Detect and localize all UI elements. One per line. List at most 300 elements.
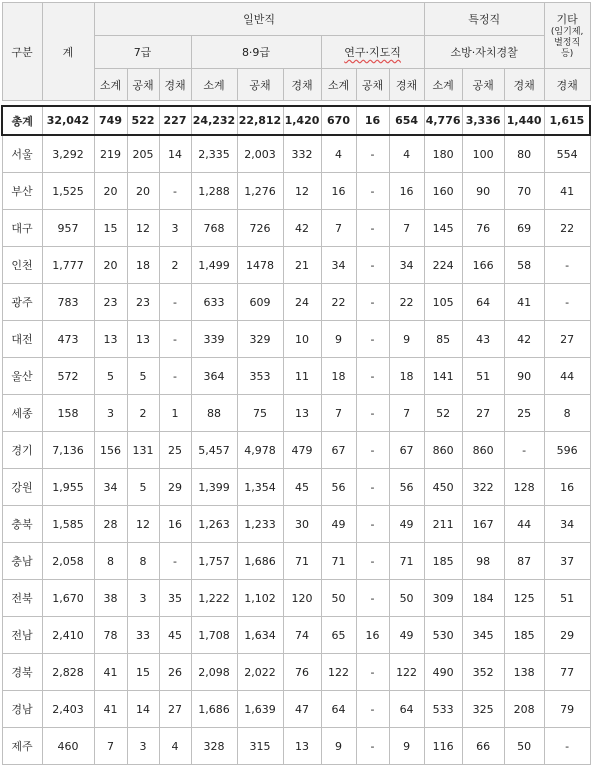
table-cell: 522 (127, 106, 159, 135)
table-cell: 957 (42, 210, 94, 247)
table-cell: 78 (94, 617, 127, 654)
table-cell: 16 (321, 173, 356, 210)
table-cell: 98 (462, 543, 504, 580)
table-cell: - (544, 728, 590, 765)
header-other-career: 경채 (544, 69, 590, 101)
total-row-group (2, 106, 590, 135)
table-cell: 533 (424, 691, 462, 728)
table-cell: 27 (544, 321, 590, 358)
table-cell: 596 (544, 432, 590, 469)
table-cell: 22 (544, 210, 590, 247)
table-cell: 22 (389, 284, 424, 321)
table-cell: 20 (94, 247, 127, 284)
table-row (2, 654, 590, 691)
table-cell: 1,955 (42, 469, 94, 506)
header-g89-open: 공채 (237, 69, 283, 101)
table-cell: 479 (283, 432, 321, 469)
table-cell: 345 (462, 617, 504, 654)
table-header (2, 3, 590, 101)
table-cell: 4 (159, 728, 191, 765)
table-cell: 7 (389, 210, 424, 247)
table-cell: 364 (191, 358, 237, 395)
table-cell: 13 (94, 321, 127, 358)
table-cell: 450 (424, 469, 462, 506)
table-cell: 572 (42, 358, 94, 395)
table-cell: 34 (94, 469, 127, 506)
row-label: 광주 (2, 284, 42, 321)
table-cell: 7,136 (42, 432, 94, 469)
table-cell: 1,686 (237, 543, 283, 580)
table-cell: 2 (127, 395, 159, 432)
table-cell: 1,708 (191, 617, 237, 654)
table-row (2, 543, 590, 580)
table-cell: 9 (321, 321, 356, 358)
table-cell: 71 (321, 543, 356, 580)
table-cell: 768 (191, 210, 237, 247)
table-cell: 860 (424, 432, 462, 469)
table-cell: 184 (462, 580, 504, 617)
table-cell: 71 (283, 543, 321, 580)
table-cell: 58 (504, 247, 544, 284)
table-cell: 1,777 (42, 247, 94, 284)
table-cell: 166 (462, 247, 504, 284)
table-cell: 23 (127, 284, 159, 321)
table-cell: 325 (462, 691, 504, 728)
table-cell: 5,457 (191, 432, 237, 469)
table-cell: 24 (283, 284, 321, 321)
table-cell: 160 (424, 173, 462, 210)
table-cell: - (159, 321, 191, 358)
table-cell: 329 (237, 321, 283, 358)
table-cell: 1,585 (42, 506, 94, 543)
table-cell: 5 (127, 358, 159, 395)
table-cell: 138 (504, 654, 544, 691)
table-cell: - (356, 728, 389, 765)
table-cell: 609 (237, 284, 283, 321)
table-cell: 9 (321, 728, 356, 765)
table-cell: 5 (127, 469, 159, 506)
table-cell: 158 (42, 395, 94, 432)
table-cell: 3 (159, 210, 191, 247)
table-cell: 21 (283, 247, 321, 284)
row-label: 총계 (2, 106, 42, 135)
table-cell: 35 (159, 580, 191, 617)
table-row (2, 469, 590, 506)
table-cell: 32,042 (42, 106, 94, 135)
table-cell: 352 (462, 654, 504, 691)
table-cell: 24,232 (191, 106, 237, 135)
table-cell: - (544, 247, 590, 284)
table-cell: 2,403 (42, 691, 94, 728)
table-cell: 79 (544, 691, 590, 728)
table-cell: 5 (94, 358, 127, 395)
table-cell: 1,102 (237, 580, 283, 617)
table-cell: 25 (159, 432, 191, 469)
table-cell: 490 (424, 654, 462, 691)
table-cell: 25 (504, 395, 544, 432)
row-label: 경기 (2, 432, 42, 469)
table-cell: 8 (127, 543, 159, 580)
table-cell: 33 (127, 617, 159, 654)
table-cell: 29 (544, 617, 590, 654)
table-cell: 9 (389, 321, 424, 358)
table-cell: 860 (462, 432, 504, 469)
table-cell: 64 (321, 691, 356, 728)
row-label: 전남 (2, 617, 42, 654)
table-cell: 52 (424, 395, 462, 432)
table-cell: 13 (283, 728, 321, 765)
table-cell: 88 (191, 395, 237, 432)
table-cell: 1,354 (237, 469, 283, 506)
table-row (2, 395, 590, 432)
table-cell: 44 (504, 506, 544, 543)
table-cell: 3 (127, 728, 159, 765)
table-cell: 167 (462, 506, 504, 543)
table-row (2, 284, 590, 321)
table-cell: 2,022 (237, 654, 283, 691)
table-cell: 16 (159, 506, 191, 543)
header-other-note: (임기제, 별정직 등) (550, 27, 584, 59)
table-cell: 76 (283, 654, 321, 691)
table-cell: - (356, 506, 389, 543)
recruitment-table-container (1, 2, 591, 765)
table-cell: 10 (283, 321, 321, 358)
table-cell: 125 (504, 580, 544, 617)
table-cell: 633 (191, 284, 237, 321)
table-cell: 45 (283, 469, 321, 506)
table-cell: - (159, 358, 191, 395)
table-cell: 3 (94, 395, 127, 432)
table-cell: - (356, 432, 389, 469)
table-cell: - (356, 654, 389, 691)
table-cell: 116 (424, 728, 462, 765)
table-cell: 90 (504, 358, 544, 395)
table-row (2, 321, 590, 358)
table-cell: 20 (127, 173, 159, 210)
table-cell: 74 (283, 617, 321, 654)
table-cell: 530 (424, 617, 462, 654)
table-cell: - (504, 432, 544, 469)
table-cell: 2,098 (191, 654, 237, 691)
table-cell: 100 (462, 135, 504, 173)
table-cell: - (159, 284, 191, 321)
table-cell: 87 (504, 543, 544, 580)
table-cell: 42 (283, 210, 321, 247)
table-cell: 42 (504, 321, 544, 358)
table-cell: 12 (127, 210, 159, 247)
table-cell: 309 (424, 580, 462, 617)
table-cell: 49 (389, 506, 424, 543)
table-cell: 16 (356, 617, 389, 654)
table-cell: 2 (159, 247, 191, 284)
table-cell: 3,336 (462, 106, 504, 135)
table-cell: 1,634 (237, 617, 283, 654)
table-cell: 50 (389, 580, 424, 617)
table-cell: 1,233 (237, 506, 283, 543)
table-cell: 20 (94, 173, 127, 210)
row-label: 대전 (2, 321, 42, 358)
table-cell: 14 (159, 135, 191, 173)
table-row (2, 210, 590, 247)
table-cell: 2,058 (42, 543, 94, 580)
table-cell: 44 (544, 358, 590, 395)
table-row (2, 173, 590, 210)
table-row (2, 106, 590, 135)
header-research-career: 경채 (389, 69, 424, 101)
table-cell: 120 (283, 580, 321, 617)
table-cell: 2,828 (42, 654, 94, 691)
table-cell: 224 (424, 247, 462, 284)
table-cell: 1,440 (504, 106, 544, 135)
table-cell: 2,410 (42, 617, 94, 654)
table-cell: - (356, 580, 389, 617)
table-cell: 7 (94, 728, 127, 765)
table-cell: 22,812 (237, 106, 283, 135)
table-cell: 75 (237, 395, 283, 432)
table-cell: 4 (389, 135, 424, 173)
table-cell: 460 (42, 728, 94, 765)
table-cell: - (356, 321, 389, 358)
table-cell: 38 (94, 580, 127, 617)
table-cell: 322 (462, 469, 504, 506)
table-cell: - (356, 691, 389, 728)
table-cell: 1 (159, 395, 191, 432)
table-cell: 105 (424, 284, 462, 321)
table-cell: 41 (94, 691, 127, 728)
table-cell: 1,288 (191, 173, 237, 210)
header-research-label: 연구·지도직 (344, 46, 401, 59)
table-cell: 141 (424, 358, 462, 395)
table-cell: 1,670 (42, 580, 94, 617)
table-cell: 2,335 (191, 135, 237, 173)
header-grade7: 7급 (94, 36, 191, 69)
header-g7-subtotal: 소계 (94, 69, 127, 101)
table-cell: 122 (321, 654, 356, 691)
table-cell: 13 (283, 395, 321, 432)
table-cell: 90 (462, 173, 504, 210)
header-g7-open: 공채 (127, 69, 159, 101)
table-cell: 30 (283, 506, 321, 543)
table-cell: 43 (462, 321, 504, 358)
table-cell: 27 (159, 691, 191, 728)
table-cell: 18 (321, 358, 356, 395)
table-cell: 4 (321, 135, 356, 173)
table-cell: 1,615 (544, 106, 590, 135)
table-cell: 12 (283, 173, 321, 210)
table-cell: - (356, 247, 389, 284)
row-label: 경남 (2, 691, 42, 728)
table-cell: 185 (424, 543, 462, 580)
table-cell: 670 (321, 106, 356, 135)
table-cell: 71 (389, 543, 424, 580)
table-cell: 1,222 (191, 580, 237, 617)
table-cell: 70 (504, 173, 544, 210)
table-cell: - (159, 173, 191, 210)
table-cell: 12 (127, 506, 159, 543)
table-cell: 50 (504, 728, 544, 765)
table-cell: - (356, 135, 389, 173)
row-label: 울산 (2, 358, 42, 395)
header-research-open: 공채 (356, 69, 389, 101)
table-cell: 180 (424, 135, 462, 173)
row-label: 인천 (2, 247, 42, 284)
table-cell: 1,499 (191, 247, 237, 284)
table-cell: 51 (544, 580, 590, 617)
table-cell: 41 (94, 654, 127, 691)
table-cell: 4,978 (237, 432, 283, 469)
table-cell: 49 (321, 506, 356, 543)
header-research (321, 36, 424, 69)
header-fire-subtotal: 소계 (424, 69, 462, 101)
row-label: 충북 (2, 506, 42, 543)
table-cell: - (544, 284, 590, 321)
header-g7-career: 경채 (159, 69, 191, 101)
table-cell: 18 (389, 358, 424, 395)
table-cell: 473 (42, 321, 94, 358)
row-label: 서울 (2, 135, 42, 173)
row-label: 부산 (2, 173, 42, 210)
header-fire: 소방·자치경찰 (424, 36, 544, 69)
table-cell: 4,776 (424, 106, 462, 135)
table-cell: 185 (504, 617, 544, 654)
row-label: 제주 (2, 728, 42, 765)
table-cell: 16 (544, 469, 590, 506)
table-cell: - (356, 395, 389, 432)
table-cell: 15 (94, 210, 127, 247)
table-cell: 22 (321, 284, 356, 321)
table-cell: 16 (356, 106, 389, 135)
table-cell: 41 (544, 173, 590, 210)
table-row (2, 728, 590, 765)
table-cell: 13 (127, 321, 159, 358)
table-cell: 26 (159, 654, 191, 691)
header-fire-career: 경채 (504, 69, 544, 101)
table-cell: 69 (504, 210, 544, 247)
table-cell: 45 (159, 617, 191, 654)
table-row (2, 432, 590, 469)
table-cell: 1478 (237, 247, 283, 284)
table-row (2, 247, 590, 284)
region-rows (2, 135, 590, 765)
header-other-label: 기타 (556, 13, 578, 26)
table-cell: 8 (94, 543, 127, 580)
table-row (2, 580, 590, 617)
table-cell: 1,686 (191, 691, 237, 728)
table-row (2, 506, 590, 543)
table-cell: 145 (424, 210, 462, 247)
table-cell: 2,003 (237, 135, 283, 173)
table-cell: 85 (424, 321, 462, 358)
table-cell: 18 (127, 247, 159, 284)
table-cell: 41 (504, 284, 544, 321)
row-label: 충남 (2, 543, 42, 580)
table-row (2, 691, 590, 728)
table-cell: 65 (321, 617, 356, 654)
table-cell: 77 (544, 654, 590, 691)
table-cell: 28 (94, 506, 127, 543)
table-cell: 11 (283, 358, 321, 395)
table-cell: 16 (389, 173, 424, 210)
table-cell: 131 (127, 432, 159, 469)
table-cell: 783 (42, 284, 94, 321)
table-cell: 208 (504, 691, 544, 728)
table-cell: 332 (283, 135, 321, 173)
table-cell: - (356, 469, 389, 506)
table-cell: 227 (159, 106, 191, 135)
header-other (544, 3, 590, 69)
table-cell: 1,757 (191, 543, 237, 580)
table-cell: 211 (424, 506, 462, 543)
table-cell: 315 (237, 728, 283, 765)
table-cell: 128 (504, 469, 544, 506)
table-cell: 27 (462, 395, 504, 432)
row-label: 강원 (2, 469, 42, 506)
header-research-subtotal: 소계 (321, 69, 356, 101)
table-cell: 1,399 (191, 469, 237, 506)
table-cell: 23 (94, 284, 127, 321)
table-cell: - (356, 358, 389, 395)
header-g89-career: 경채 (283, 69, 321, 101)
table-cell: 50 (321, 580, 356, 617)
table-row (2, 617, 590, 654)
header-special: 특정직 (424, 3, 544, 36)
table-cell: 205 (127, 135, 159, 173)
header-general: 일반직 (94, 3, 424, 36)
table-cell: - (356, 210, 389, 247)
table-cell: 49 (389, 617, 424, 654)
table-cell: 47 (283, 691, 321, 728)
table-cell: 1,639 (237, 691, 283, 728)
table-cell: 29 (159, 469, 191, 506)
table-cell: 14 (127, 691, 159, 728)
header-region: 구분 (2, 3, 42, 101)
header-fire-open: 공채 (462, 69, 504, 101)
table-cell: 1,420 (283, 106, 321, 135)
table-cell: 67 (321, 432, 356, 469)
table-cell: 34 (321, 247, 356, 284)
recruitment-table (1, 2, 591, 765)
table-cell: 654 (389, 106, 424, 135)
table-cell: 7 (389, 395, 424, 432)
row-label: 전북 (2, 580, 42, 617)
table-cell: - (356, 543, 389, 580)
header-grade89: 8·9급 (191, 36, 321, 69)
table-cell: - (356, 173, 389, 210)
table-cell: 1,276 (237, 173, 283, 210)
table-cell: 15 (127, 654, 159, 691)
table-cell: 76 (462, 210, 504, 247)
table-cell: 7 (321, 395, 356, 432)
table-cell: 64 (462, 284, 504, 321)
table-cell: 64 (389, 691, 424, 728)
table-cell: 66 (462, 728, 504, 765)
header-total: 계 (42, 3, 94, 101)
table-cell: 67 (389, 432, 424, 469)
table-cell: 7 (321, 210, 356, 247)
row-label: 경북 (2, 654, 42, 691)
table-cell: 353 (237, 358, 283, 395)
table-cell: 749 (94, 106, 127, 135)
table-row (2, 135, 590, 173)
table-cell: 156 (94, 432, 127, 469)
table-cell: 56 (321, 469, 356, 506)
table-cell: 34 (544, 506, 590, 543)
header-g89-subtotal: 소계 (191, 69, 237, 101)
table-cell: 1,525 (42, 173, 94, 210)
table-cell: 3,292 (42, 135, 94, 173)
table-cell: 34 (389, 247, 424, 284)
table-row (2, 358, 590, 395)
